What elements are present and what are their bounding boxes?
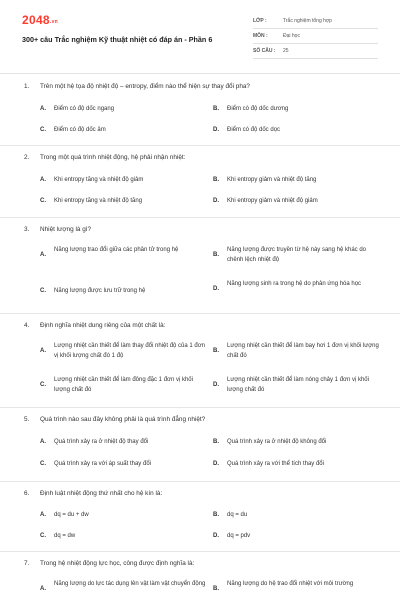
option-letter: D. (213, 286, 219, 292)
option-letter: A. (40, 252, 46, 258)
option-text: Điểm có độ dốc âm (54, 127, 106, 133)
meta-value: Đại học (283, 33, 300, 39)
question-prompt: Trong hệ nhiệt động lực học, công được định nghĩa là: (40, 560, 195, 567)
option-letter: A. (40, 586, 46, 592)
question-text (24, 154, 185, 161)
option-text: Lượng nhiệt cần thiết để làm thay đổi nhiệt độ của 1 đơn vị khối lượng chất đó 1 độ (54, 343, 205, 359)
question-number: 7. (24, 560, 30, 567)
question-prompt: Trong một quá trình nhiệt động, hệ phải nhận nhiệt: (40, 154, 186, 161)
option-text: Quá trình xảy ra ở nhiệt độ không đổi (227, 439, 327, 445)
option-b[interactable] (213, 245, 383, 267)
question-text (24, 416, 205, 423)
option-d[interactable] (213, 279, 383, 301)
page-title: 300+ câu Trắc nghiệm Kỹ thuật nhiệt có đáp án - Phần 6 (22, 35, 213, 44)
question-block (0, 218, 400, 314)
option-text: Khi entropy tăng và nhiệt độ tăng (54, 198, 143, 204)
option-a[interactable] (40, 245, 210, 267)
option-text: Quá trình xảy ra ở nhiệt độ thay đổi (54, 439, 149, 445)
meta-value: Trắc nghiệm tổng hợp (283, 18, 332, 24)
option-letter: D. (213, 382, 219, 388)
question-prompt: Nhiệt lượng là gì? (40, 226, 92, 233)
option-letter: B. (213, 177, 219, 183)
question-text (24, 560, 194, 567)
page-header (0, 0, 400, 74)
option-letter: A. (40, 348, 46, 354)
question-block (0, 314, 400, 408)
question-number: 3. (24, 226, 30, 233)
option-letter: D. (213, 461, 219, 467)
logo-tld: .vn (49, 19, 59, 25)
question-text (24, 490, 162, 497)
meta-key: SỐ CÂU : (253, 48, 276, 54)
site-logo[interactable] (22, 13, 58, 27)
question-prompt: Định nghĩa nhiệt dung riêng của một chất là: (40, 322, 166, 329)
option-letter: B. (213, 252, 219, 258)
option-d[interactable] (213, 375, 383, 397)
option-letter: C. (40, 382, 46, 388)
option-letter: A. (40, 177, 46, 183)
question-block (0, 74, 400, 146)
option-b[interactable] (213, 341, 383, 363)
option-text: Lượng nhiệt cần thiết để làm nóng chảy 1 đơn vị khối lượng chất đó (227, 377, 369, 393)
option-letter: A. (40, 439, 46, 445)
option-text: Năng lượng được truyền từ hệ này sang hệ khác do chênh lệch nhiệt độ (227, 247, 366, 263)
option-text: dq = du (227, 512, 248, 518)
option-letter: B. (213, 512, 219, 518)
option-letter: C. (40, 533, 46, 539)
option-letter: C. (40, 198, 46, 204)
question-block (0, 482, 400, 552)
question-prompt: Quá trình nào sau đây không phải là quá trình đẳng nhiệt? (40, 416, 206, 423)
option-text: Năng lượng được lưu trữ trong hệ (54, 288, 146, 294)
option-letter: D. (213, 127, 219, 133)
logo-text: 2048 (22, 13, 50, 27)
question-number: 5. (24, 416, 30, 423)
option-text: Khi entropy tăng và nhiệt độ giảm (54, 177, 144, 183)
option-a[interactable] (40, 341, 210, 363)
question-prompt: Định luật nhiệt động thứ nhất cho hệ kín là: (40, 490, 163, 497)
option-text: Điểm có độ dốc ngang (54, 106, 115, 112)
option-text: Năng lượng do hệ trao đổi nhiệt với môi trường (227, 581, 354, 587)
question-number: 4. (24, 322, 30, 329)
meta-count (253, 45, 378, 59)
option-text: Khi entropy giảm và nhiệt độ giảm (227, 198, 318, 204)
meta-class (253, 15, 378, 29)
meta-value: 25 (283, 48, 289, 54)
option-letter: A. (40, 512, 46, 518)
option-letter: B. (213, 106, 219, 112)
meta-key: MÔN : (253, 33, 268, 39)
question-block (0, 146, 400, 218)
option-text: Điểm có độ dốc dương (227, 106, 289, 112)
option-text: Năng lượng do lực tác dụng lên vật làm vật chuyển động (54, 581, 206, 587)
option-a[interactable] (40, 579, 210, 600)
option-letter: B. (213, 439, 219, 445)
option-letter: B. (213, 348, 219, 354)
meta-subject (253, 30, 378, 44)
question-number: 1. (24, 83, 30, 90)
option-text: Năng lượng trao đổi giữa các phân tử trong hệ (54, 247, 179, 253)
option-text: Lượng nhiệt cần thiết để làm đông đặc 1 đơn vị khối lượng chất đó (54, 377, 193, 393)
option-letter: D. (213, 533, 219, 539)
option-b[interactable] (213, 579, 383, 600)
option-c[interactable] (40, 375, 210, 397)
option-text: Lượng nhiệt cần thiết để làm bay hơi 1 đơn vị khối lượng chất đó (227, 343, 379, 359)
option-letter: C. (40, 461, 46, 467)
option-letter: B. (213, 586, 219, 592)
meta-key: LỚP : (253, 18, 267, 24)
option-text: Quá trình xảy ra với áp suất thay đổi (54, 461, 151, 467)
option-text: dq = dw (54, 533, 76, 539)
option-text: Năng lượng sinh ra trong hệ do phản ứng hóa học (227, 281, 362, 287)
question-text (24, 83, 250, 90)
option-text: dq = du + dw (54, 512, 89, 518)
question-text (24, 226, 91, 233)
option-letter: A. (40, 106, 46, 112)
option-text: Khi entropy giảm và nhiệt độ tăng (227, 177, 317, 183)
question-block (0, 408, 400, 482)
option-letter: D. (213, 198, 219, 204)
question-block (0, 552, 400, 600)
question-number: 6. (24, 490, 30, 497)
question-number: 2. (24, 154, 30, 161)
option-letter: C. (40, 127, 46, 133)
question-text (24, 322, 165, 329)
question-prompt: Trên một hệ tọa độ nhiệt độ – entropy, điểm nào thể hiện sự thay đổi pha? (40, 83, 250, 90)
option-text: dq = pdv (227, 533, 251, 539)
option-text: Điểm có độ dốc dọc (227, 127, 281, 133)
option-letter: C. (40, 288, 46, 294)
option-text: Quá trình xảy ra với thể tích thay đổi (227, 461, 324, 467)
